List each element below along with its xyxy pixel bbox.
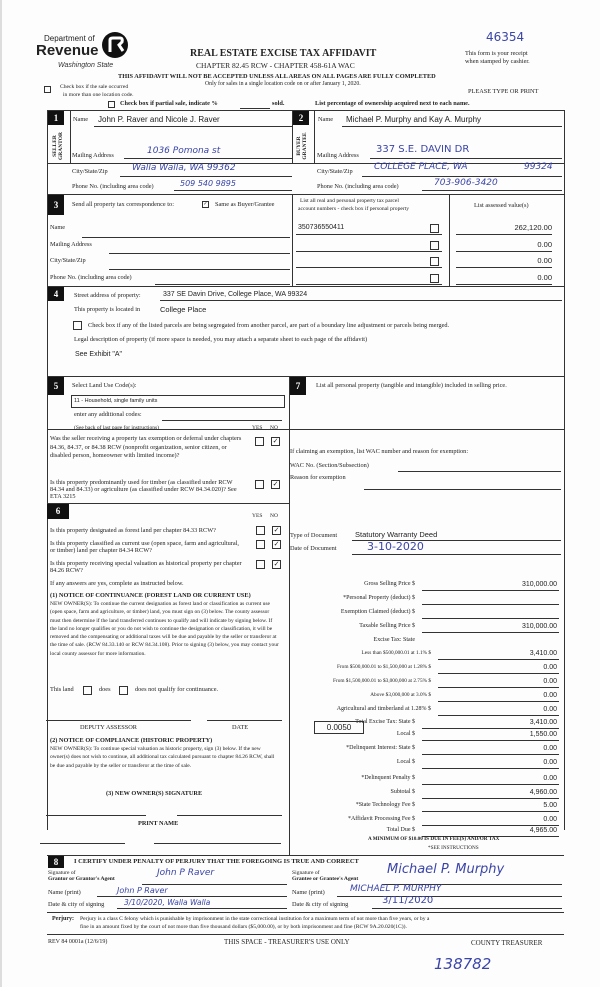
ownership-note: List percentage of ownership acquired next to each name. [315,100,470,107]
tax-row-label: Local $ [396,731,415,737]
tax-row-label: *Delinquent Interest: State $ [346,745,415,751]
section-4-number: 4 [48,287,64,301]
revenue-logo-icon [100,30,130,60]
q-historic-yes[interactable] [256,560,265,569]
corr-mailing-label: Mailing Address [50,241,92,248]
seller-city[interactable]: Walla Walla, WA 99362 [132,163,236,173]
assessed-value[interactable]: 0.00 [537,273,552,282]
street-label: Street address of property: [74,292,141,299]
tax-row-value[interactable]: 3,410.00 [529,719,557,726]
grantor-name-label: Name (print) [48,889,81,896]
see-instructions: *SEE INSTRUCTIONS [428,845,479,851]
if-yes-note: If any answers are yes, complete as instructed below. [50,580,184,587]
land-does-checkbox[interactable] [83,686,92,695]
corr-city-field[interactable] [109,269,290,270]
assessed-value[interactable]: 0.00 [537,256,552,265]
deputy-date-field[interactable] [207,720,282,721]
corr-mailing-field[interactable] [109,253,290,254]
land-does-label: does [99,686,111,693]
buyer-side-label: BUYER GRANTEE [296,132,308,160]
buyer-name[interactable]: Michael P. Murphy and Kay A. Murphy [346,115,482,124]
grantor-date-label: Date & city of signing [48,901,105,908]
tax-row-value[interactable]: 0.00 [543,775,557,782]
tax-row-label: Less than $500,000.01 at 1.1% $ [361,650,431,656]
tax-row-value[interactable]: 0.00 [543,706,557,713]
logo-dept: Department of [44,34,95,43]
street-address[interactable]: 337 SE Davin Drive, College Place, WA 99324 [163,291,308,298]
exemption-label: If claiming an exemption, list WAC number and reason for exemption: [290,448,469,455]
tax-row-value[interactable]: 0.00 [543,745,557,752]
assessed-header: List assessed value(s) [474,202,529,209]
doc-date[interactable]: 3-10-2020 [367,540,424,553]
section-6-number: 6 [47,504,69,519]
print-name-field[interactable] [40,843,125,844]
section-5-number: 5 [48,377,64,395]
buyer-phone[interactable]: 703-906-3420 [434,178,498,188]
grantee-name-label: Name (print) [292,889,325,896]
personal-property-checkbox[interactable] [430,241,439,250]
no-header-5: NO [270,425,278,431]
receipt-note-1: This form is your receipt [465,50,528,57]
tax-row-label: *Affidavit Processing Fee $ [347,816,415,822]
land-use-label: Select Land Use Code(s): [72,382,137,389]
tax-row-value[interactable]: 310,000.00 [521,581,557,588]
correspondence-label: Send all property tax correspondence to: [72,201,174,208]
new-owner-signature-title: (3) NEW OWNER(S) SIGNATURE [106,790,203,797]
tax-row-label: Taxable Selling Price $ [359,623,415,629]
handwritten-record-number: 138782 [434,955,492,973]
section-8-number: 8 [48,856,64,868]
assessed-value[interactable]: 0.00 [537,240,552,249]
q-historic: Is this property receiving special valuation as historical property per chapter 84.26 RCW? [50,560,242,574]
land-use-code-select[interactable]: 11 - Household, single family units [71,395,285,408]
tax-row-value[interactable]: 4,960.00 [529,789,557,796]
grantee-sig-label-2: Grantee or Grantee's Agent [292,876,359,882]
buyer-city-label: City/State/Zip [317,168,353,175]
legal-description[interactable]: See Exhibit "A" [75,351,122,358]
legal-label: Legal description of property (if more space is needed, you may attach a separate sheet to each page of the affidavit) [74,336,368,343]
seller-name-label: Name [73,116,89,123]
q-current-use: Is this property classified as current use (open space, farm and agricultural, or timber) land per chapter 84.34 RCW? [50,540,240,554]
tax-row-value[interactable]: 0.00 [543,664,557,671]
tax-row-value[interactable]: 3,410.00 [529,650,557,657]
partial-sale-label: Check box if partial sale, indicate % [120,100,218,107]
new-owner-signature-field-2[interactable] [177,815,282,816]
seller-mailing[interactable]: 1036 Pomona st [147,146,221,156]
grantor-sig-label-1: Signature of [48,870,76,876]
grantee-date-city[interactable]: 3/11/2020 [382,895,434,906]
section-1-number: 1 [48,111,64,125]
doc-type-label: Type of Document [290,532,338,539]
grantee-print-name[interactable]: MICHAEL P. MURPHY [350,884,442,894]
tax-row-value[interactable]: 0.00 [543,678,557,685]
seller-city-label: City/State/Zip [72,168,108,175]
q-timber: Is this property predominantly used for timber (as classified under RCW 84.34 and 84.33) or agriculture (as classified under RCW 84.34.020)? See ETA 3215 [50,479,237,500]
personal-property-label: List all personal property (tangible and intangible) included in selling price. [316,382,507,389]
assessed-value[interactable]: 262,120.00 [514,223,552,232]
seller-phone[interactable]: 509 540 9895 [180,179,236,188]
personal-property-checkbox[interactable] [430,224,439,233]
corr-phone-label: Phone No. (including area code) [50,274,132,281]
tax-row-label: Local $ [396,759,415,765]
buyer-phone-label: Phone No. (including area code) [317,183,399,190]
notice2-title: (2) NOTICE OF COMPLIANCE (HISTORIC PROPERTY) [50,737,213,744]
tax-row-label: From $1,500,000.01 to $3,000,000 at 2.75% $ [333,678,431,684]
see-back-note: (See back of last page for instructions) [74,425,159,431]
tax-row-label: *State Technology Fee $ [355,802,415,808]
q-current-use-no[interactable]: ✓ [273,540,280,548]
q-forest-yes[interactable] [256,526,265,535]
tax-row-value[interactable]: 5.00 [543,802,557,809]
q-timber-yes[interactable] [255,480,264,489]
tax-row-label: Exemption Claimed (deduct) $ [340,609,415,615]
county-treasurer: COUNTY TREASURER [471,939,543,947]
tax-row-value[interactable]: 4,965.00 [529,827,557,834]
tax-row-value[interactable]: 0.00 [543,816,557,823]
q-historic-no[interactable]: ✓ [273,560,280,568]
this-land-label: This land [50,686,74,693]
land-does-not-checkbox[interactable] [119,686,128,695]
parcel-header-2: account numbers - check box if personal property [298,206,410,212]
additional-codes-label: enter any additional codes: [74,411,142,418]
personal-property-checkbox[interactable] [430,274,439,283]
corr-name-field[interactable] [82,237,290,238]
grantee-signature[interactable]: Michael P. Murphy [387,862,505,877]
local-rate-box[interactable]: 0.0050 [314,721,364,734]
grantor-signature[interactable]: John P Raver [157,868,215,878]
same-as-buyer-label: Same as Buyer/Grantee [215,201,275,208]
reason-label: Reason for exemption [290,474,346,481]
grantor-date-city[interactable]: 3/10/2020, Walla Walla [124,898,211,907]
multi-location-checkbox[interactable] [44,86,51,93]
buyer-name-label: Name [318,116,334,123]
land-does-not-label: does not qualify for continuance. [135,686,219,693]
buyer-mailing-label: Mailing Address [317,152,359,159]
located-label: This property is located in [74,306,141,313]
tax-row-label: Agricultural and timberland at 1.28% $ [336,706,431,712]
buyer-zip[interactable]: 99324 [524,162,553,172]
personal-property-checkbox[interactable] [430,257,439,266]
corr-phone-field[interactable] [155,284,290,285]
section-2-number: 2 [293,111,309,125]
partial-sale-sold: sold. [272,100,285,107]
tax-row-label: Above $3,000,000 at 3.0% $ [370,692,431,698]
multi-location-label-1: Check box if the sale occurred [60,84,129,90]
no-header-6: NO [270,513,278,519]
yes-header-5: YES [252,425,263,431]
print-name-field-2[interactable] [154,843,281,844]
deputy-label: DEPUTY ASSESSOR [80,724,137,731]
segregate-label: Check box if any of the listed parcels are being segregated from another parcel, are part of a boundary line adjustment or parcels being merged. [88,322,450,329]
grantor-sig-label-2: Grantor or Grantor's Agent [48,876,115,882]
segregate-checkbox[interactable] [73,321,82,330]
date-label: DATE [232,724,249,731]
same-as-buyer-checkbox[interactable]: ✓ [203,201,208,207]
buyer-city[interactable]: COLLEGE PLACE, WA [374,162,468,172]
perjury-text: Perjury is a class C felony which is punishable by imprisonment in the state correctional institution for a maximum term of not more than five years, or by a [80,916,430,922]
tax-row-value[interactable]: 310,000.00 [521,623,557,630]
corr-name-label: Name [50,224,66,231]
form-title: REAL ESTATE EXCISE TAX AFFIDAVIT [190,48,377,59]
please-type: PLEASE TYPE OR PRINT [468,88,539,95]
tax-row-label: Excise Tax: State [373,637,415,643]
perjury-text-2: fine in an amount fixed by the court of not more than five thousand dollars ($5,000.00), or by both imprisonment and fine (RCW 9A.20.020(1C)). [80,924,407,930]
seller-mailing-label: Mailing Address [72,152,114,159]
tax-row-label: Subtotal $ [390,789,415,795]
tax-row-label: *Personal Property (deduct) $ [343,595,415,601]
tax-row-label: Gross Selling Price $ [364,581,415,587]
grantee-date-label: Date & city of signing [292,901,349,908]
notice2-text: NEW OWNER(S): To continue special valuation as historic property, sign (3) below. If the new owner(s) does not wish to continue, all additional tax calculated pursuant to chapter 84.26 RCW, shall be due and payable by the seller or transferor at the time of sale. [50,746,275,769]
buyer-mailing[interactable]: 337 S.E. DAVIN DR [376,144,470,155]
print-name-label: PRINT NAME [138,820,179,827]
q-exemption-no[interactable]: ✓ [272,437,279,445]
tax-row-value[interactable]: 0.00 [543,692,557,699]
partial-sale-checkbox[interactable] [108,101,115,108]
doc-type[interactable]: Statutory Warranty Deed [355,530,438,539]
q-current-use-yes[interactable] [256,540,265,549]
q-forest-no[interactable]: ✓ [273,526,280,534]
handwritten-receipt-number: 46354 [486,30,525,44]
q-timber-no[interactable]: ✓ [272,480,279,488]
grantee-sig-label-1: Signature of [292,870,320,876]
located-city[interactable]: College Place [160,305,207,314]
q-exemption-yes[interactable] [255,437,264,446]
tax-row-label: Total Excise Tax: State $ [355,719,415,725]
new-owner-signature-field[interactable] [46,815,146,816]
treasurer-space: THIS SPACE - TREASURER'S USE ONLY [224,938,350,946]
form-number: REV 84 0001a (12/6/19) [48,939,108,945]
notice1-text: NEW OWNER(S): To continue the current designation as forest land or classification as current use (open space, farm and agriculture, or timber) land, you must sign on (3) below. The county assessor must then determine if the land transferred continues to qualify and will indicate by signing below. If the land no longer qualifies or you do not wish to continue the designation or classification, it will be removed and the compensating or additional taxes will be due and payable by the seller or transferor at the time of sale. (RCW 84.33.140 or RCW 84.34.108). Prior to signing (3) below, you may contact your local county assessor for more information. [50,601,279,657]
seller-name[interactable]: John P. Raver and Nicole J. Raver [98,115,220,124]
corr-city-label: City/State/Zip [50,257,86,264]
deputy-signature-field[interactable] [46,720,191,721]
reason-field[interactable] [364,489,561,490]
wac-label: WAC No. (Section/Subsection) [290,462,369,469]
form-chapter: CHAPTER 82.45 RCW - CHAPTER 458-61A WAC [196,61,355,70]
seller-side-label: SELLER GRANTOR [52,132,64,161]
q-exemption: Was the seller receiving a property tax exemption or deferral under chapters 84.36, 84.37, or 84.38 RCW (nonprofit organization, senior citizen, or disabled person, homeowner with limited income)? [50,435,242,459]
notice1-title: (1) NOTICE OF CONTINUANCE (FOREST LAND OR CURRENT USE) [50,592,251,599]
grantor-print-name[interactable]: John P Raver [117,886,168,895]
seller-phone-label: Phone No. (including area code) [72,183,154,190]
yes-header-6: YES [252,513,263,519]
perjury-label: Perjury: [52,916,74,922]
q-forest: Is this property designated as forest land per chapter 84.33 RCW? [50,527,216,534]
tax-row-value[interactable]: 1,550.00 [529,731,557,738]
multi-location-label-2: in more than one location code. [63,92,134,98]
doc-date-label: Date of Document [290,545,337,552]
parcel-header-1: List all real and personal property tax parcel [300,198,399,204]
parcel-number[interactable]: 350736550411 [298,224,345,231]
date-note: Only for sales in a single location code on or after January 1, 2020. [205,81,361,87]
completion-warning: THIS AFFIDAVIT WILL NOT BE ACCEPTED UNLESS ALL AREAS ON ALL PAGES ARE FULLY COMPLETED [118,73,436,80]
tax-row-value[interactable]: 0.00 [543,759,557,766]
section-7-number: 7 [290,377,306,395]
tax-row-label: *Delinquent Penalty $ [361,775,415,781]
partial-percent-field[interactable] [240,108,270,109]
certify-title: I CERTIFY UNDER PENALTY OF PERJURY THAT THE FOREGOING IS TRUE AND CORRECT [74,858,359,865]
tax-row-label: From $500,000.01 to $1,500,000 at 1.28% $ [336,664,431,670]
wac-field[interactable] [398,471,561,472]
logo-state: Washington State [58,62,114,69]
minimum-note: A MINIMUM OF $10.00 IS DUE IN FEE(S) AND/OR TAX [368,836,500,842]
receipt-note-2: when stamped by cashier. [465,58,530,65]
logo-name: Revenue [36,42,99,59]
additional-codes-field[interactable] [162,420,282,421]
tax-row-label: Total Due $ [386,827,415,833]
section-3-number: 3 [48,195,64,215]
